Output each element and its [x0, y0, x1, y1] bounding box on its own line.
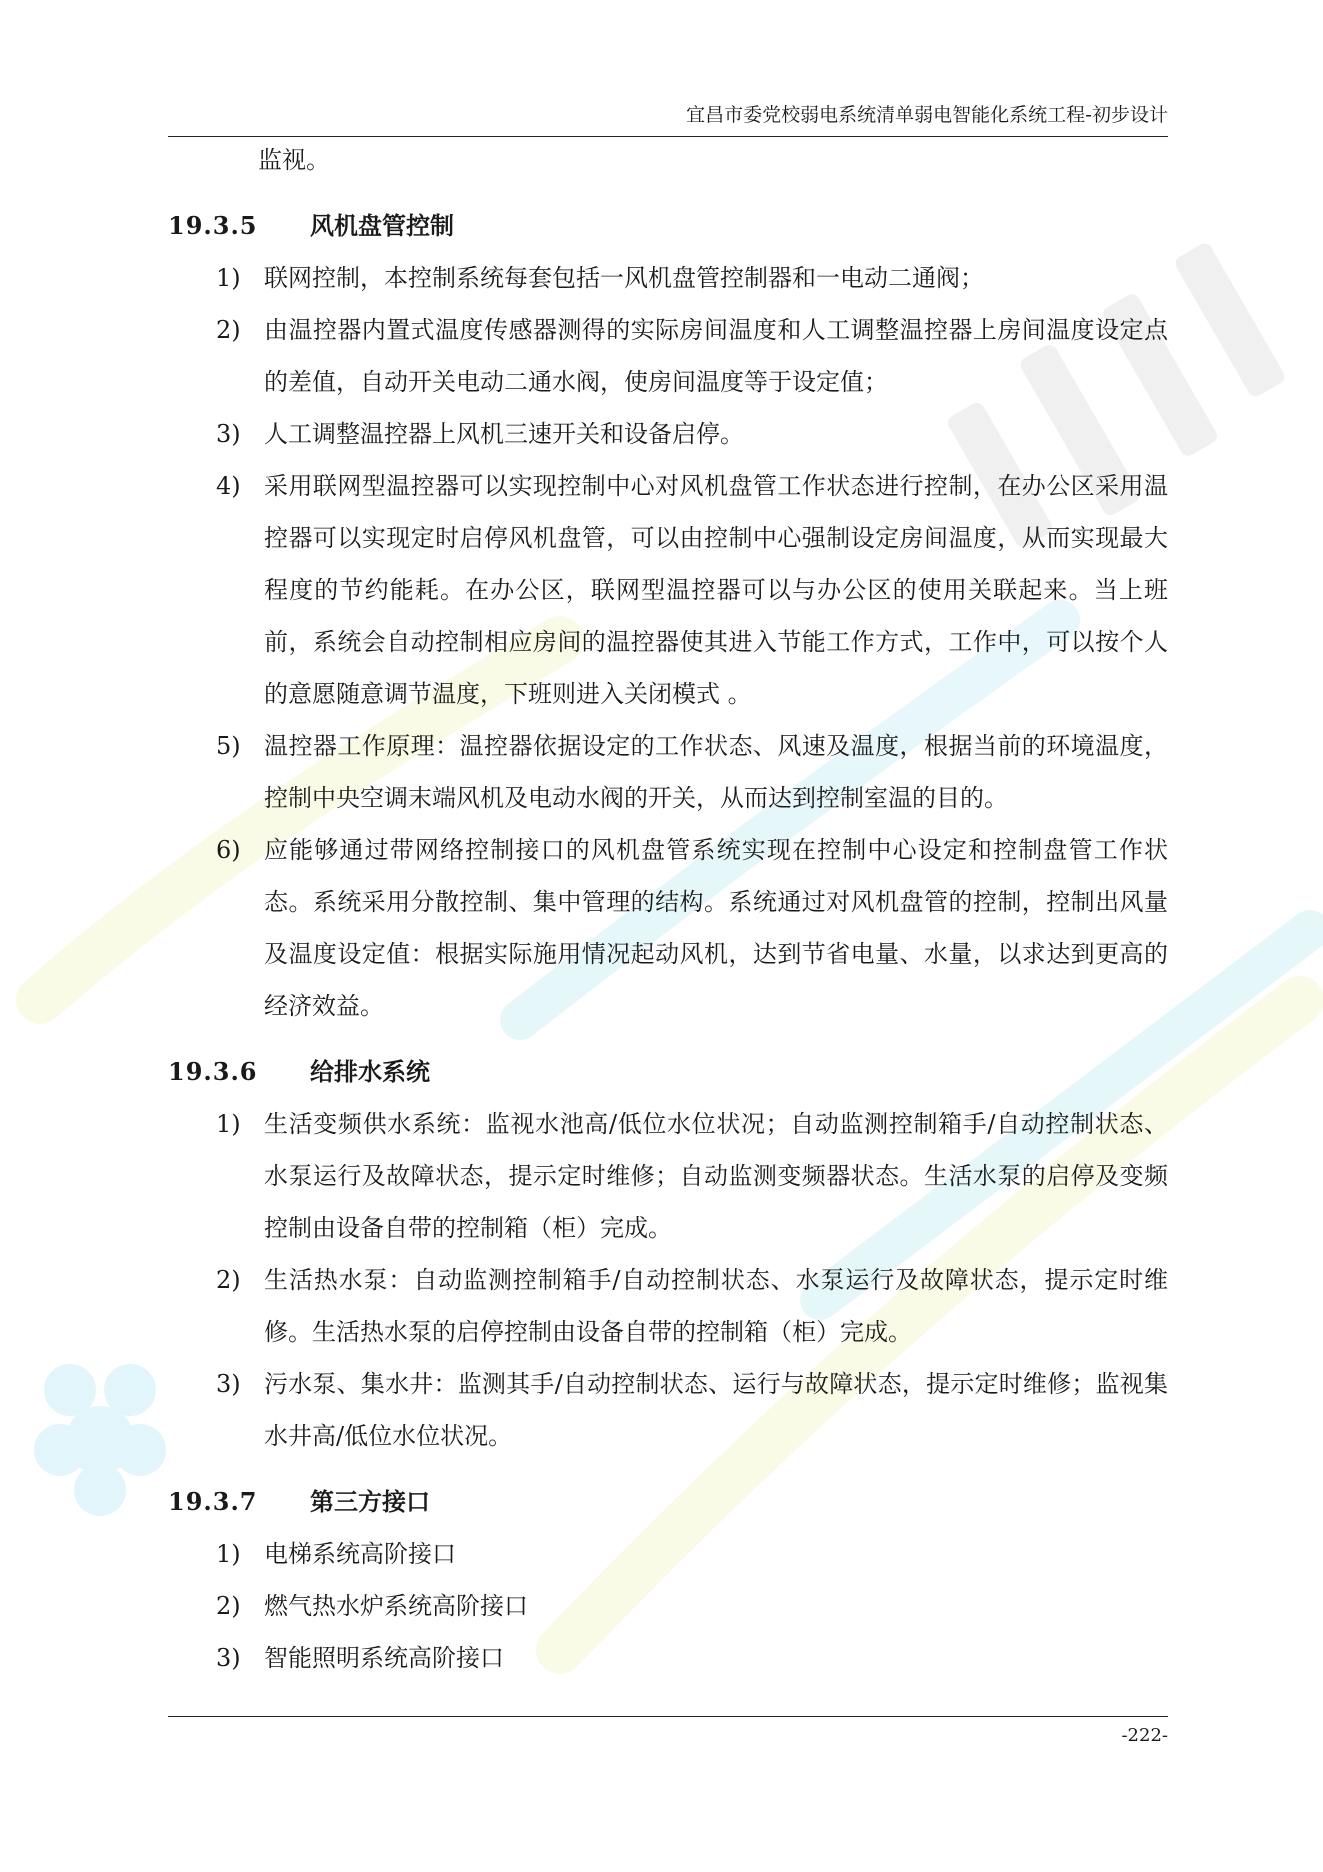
list-item: [168, 1254, 1168, 1358]
section-heading: [168, 1484, 1168, 1520]
list-item-text: 污水泵、集水井：监测其手/自动控制状态、运行与故障状态，提示定时维修；监视集水井高/低位水位状况。: [264, 1370, 1168, 1450]
list-item: [168, 460, 1168, 720]
list-item-text: 燃气热水炉系统高阶接口: [264, 1592, 528, 1620]
list-item-text: 由温控器内置式温度传感器测得的实际房间温度和人工调整温控器上房间温度设定点的差值，自动开关电动二通水阀，使房间温度等于设定值；: [264, 316, 1168, 396]
list-item: [168, 304, 1168, 408]
section-number: 19.3.5: [168, 211, 258, 240]
list-item-text: 生活变频供水系统：监视水池高/低位水位状况；自动监测控制箱手/自动控制状态、水泵运行及故障状态，提示定时维修；自动监测变频器状态。生活水泵的启停及变频控制由设备自带的控制箱（柜）完成。: [264, 1110, 1168, 1242]
list-item-text: 人工调整温控器上风机三速开关和设备启停。: [264, 420, 744, 448]
page-header: [168, 92, 1168, 137]
section-number: 19.3.6: [168, 1057, 258, 1086]
document-body: [168, 134, 1168, 1684]
list-item-number: 4): [216, 472, 241, 500]
list-item-number: 2): [216, 316, 241, 344]
section-number: 19.3.7: [168, 1487, 258, 1516]
list-item-text: 采用联网型温控器可以实现控制中心对风机盘管工作状态进行控制，在办公区采用温控器可以实现定时启停风机盘管，可以由控制中心强制设定房间温度，从而实现最大程度的节约能耗。在办公区，联网型温控器可以与办公区的使用关联起来。当上班前，系统会自动控制相应房间的温控器使其进入节能工作方式，工作中，可以按个人的意愿随意调节温度，下班则进入关闭模式 。: [264, 472, 1168, 708]
list-item: [168, 720, 1168, 824]
continuation-text: 监视。: [258, 146, 330, 174]
section-title: 风机盘管控制: [310, 212, 454, 240]
section-heading: [168, 208, 1168, 244]
list-item: [168, 824, 1168, 1032]
section-title: 第三方接口: [310, 1488, 430, 1516]
watermark-flower-icon: [34, 1364, 166, 1516]
list-item: [168, 408, 1168, 460]
list-item-text: 智能照明系统高阶接口: [264, 1644, 504, 1672]
header-title: 宜昌市委党校弱电系统清单弱电智能化系统工程-初步设计: [686, 104, 1168, 126]
list-item-number: 3): [216, 420, 241, 448]
list-item-text: 温控器工作原理：温控器依据设定的工作状态、风速及温度，根据当前的环境温度，控制中央空调末端风机及电动水阀的开关，从而达到控制室温的目的。: [264, 732, 1168, 812]
list-item-number: 3): [216, 1644, 241, 1672]
list-item-number: 2): [216, 1592, 241, 1620]
list-item: [168, 1580, 1168, 1632]
list-item: [168, 1632, 1168, 1684]
list-item-number: 1): [216, 264, 241, 292]
list-item-text: 生活热水泵：自动监测控制箱手/自动控制状态、水泵运行及故障状态，提示定时维修。生活热水泵的启停控制由设备自带的控制箱（柜）完成。: [264, 1266, 1168, 1346]
sections-container: [168, 208, 1168, 1684]
list-item-number: 1): [216, 1110, 241, 1138]
list-item-text: 联网控制，本控制系统每套包括一风机盘管控制器和一电动二通阀；: [264, 264, 984, 292]
page-number: -222-: [1121, 1725, 1168, 1746]
list-item: [168, 1358, 1168, 1462]
list-item: [168, 1528, 1168, 1580]
page-footer: [168, 1716, 1168, 1746]
list-item: [168, 1098, 1168, 1254]
section-heading: [168, 1054, 1168, 1090]
list-item-number: 6): [216, 836, 241, 864]
list-item: [168, 252, 1168, 304]
list-item-text: 应能够通过带网络控制接口的风机盘管系统实现在控制中心设定和控制盘管工作状态。系统采用分散控制、集中管理的结构。系统通过对风机盘管的控制，控制出风量及温度设定值：根据实际施用情况起动风机，达到节省电量、水量，以求达到更高的经济效益。: [264, 836, 1168, 1020]
list-item-text: 电梯系统高阶接口: [264, 1540, 456, 1568]
list-item-number: 5): [216, 732, 241, 760]
section-title: 给排水系统: [310, 1058, 430, 1086]
list-item-number: 1): [216, 1540, 241, 1568]
list-item-number: 2): [216, 1266, 241, 1294]
list-item-number: 3): [216, 1370, 241, 1398]
